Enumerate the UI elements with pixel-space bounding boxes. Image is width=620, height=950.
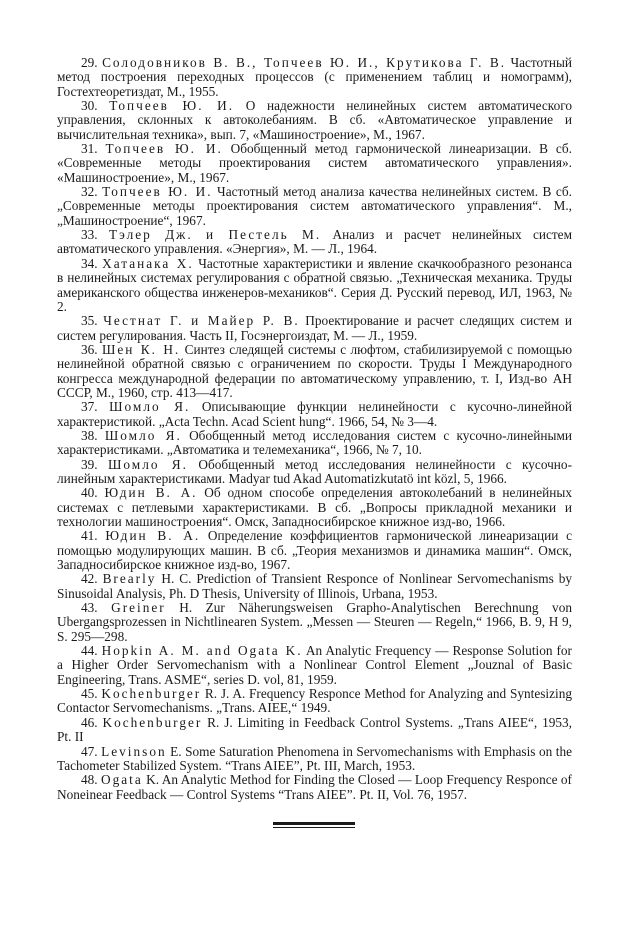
reference-item: [57, 601, 572, 644]
reference-authors: Kochenburger: [102, 714, 203, 730]
reference-authors: Шомло Я.: [107, 456, 189, 472]
reference-number: 36.: [81, 341, 98, 357]
reference-authors: Честнат Г. и Майер Р. В.: [103, 313, 300, 329]
reference-text: Проектирование и расчет следящих систем и систем регулирования. Часть II, Госэнергоиздат, М. — Л., 1959.: [57, 313, 572, 343]
reference-text: Частотный метод анализа качества нелинейных систем. В сб. „Современные методы проектирования систем автоматического управления“. М., „Машиностроение“, 1967.: [57, 184, 572, 228]
reference-number: 34.: [81, 255, 98, 271]
reference-item: [57, 56, 572, 99]
reference-text: Описывающие функции нелинейности с кусочно-линейной характеристикой. „Acta Techn. Acad Scient hung“. 1966, 54, № 3—4.: [57, 399, 573, 429]
reference-item: [57, 314, 572, 343]
reference-list: [57, 56, 572, 802]
reference-authors: Шен К. Н.: [101, 341, 181, 357]
reference-text: R. J. A. Frequency Responce Method for Analyzing and Syntesizing Contactor Servomechanisms. „Trans. AIEE,“ 1949.: [57, 686, 572, 716]
reference-number: 43.: [81, 600, 98, 616]
reference-authors: Топчеев Ю. И.: [102, 184, 213, 200]
reference-text: H. Zur Näherungsweisen Grapho-Analytischen Berechnung von Ubergangsprozessen in Nichtlinearen System. „Messen — Steuren — Regeln,“ 1966, B. 9, H 9, S. 295—298.: [57, 600, 572, 644]
reference-number: 40.: [81, 485, 98, 501]
reference-text: Анализ и расчет нелинейных систем автоматического управления. «Энергия», М. — Л., 1964.: [57, 227, 572, 257]
reference-number: 45.: [81, 686, 98, 702]
reference-item: [57, 458, 572, 487]
reference-authors: Тэлер Дж. и Пестель М.: [108, 227, 322, 243]
reference-text: H. C. Prediction of Transient Responce of Nonlinear Servomechanisms by Sinusoidal Analysis, Ph. D Thesis, University of Illinois, Urbana, 1953.: [57, 571, 573, 601]
end-of-section-rule: [273, 822, 355, 828]
reference-text: Синтез следящей системы с люфтом, стабилизируемой с помощью нелинейной обратной связью с ограничением по скорости. Труды I Международного конгресса международной федерации по автоматическому управлению, т. I, Изд-во АН СССР, М., 1960, стр. 413—417.: [57, 341, 572, 400]
reference-text: R. J. Limiting in Feedback Control Systems. „Trans AIEE“, 1953, Pt. II: [57, 714, 572, 745]
reference-item: [57, 687, 572, 716]
reference-authors: Шомло Я.: [104, 427, 182, 443]
reference-number: 33.: [81, 227, 98, 243]
reference-text: An Analytic Frequency — Response Solution for a Higher Order Servomechanism with a Nonlinear Control Element „Jouznal of Basic Engineering, Trans. ASME“, series D. vol, 81, 1959.: [57, 643, 572, 687]
reference-item: [57, 572, 572, 601]
reference-text: Определение коэффициентов гармонической линеаризации с помощью модулирующих машин. В сб. „Теория механизмов и динамика машин“. Омск, Западносибирское книжное изд-во, 1967.: [57, 528, 572, 573]
reference-number: 39.: [81, 456, 98, 472]
reference-number: 38.: [81, 427, 98, 443]
reference-number: 48.: [81, 772, 98, 788]
end-rule-thin-line: [273, 827, 355, 828]
reference-text: Частотный метод построения переходных процессов (с применением таблиц и номограмм), Гостехтеоретиздат, М., 1955.: [57, 55, 573, 99]
reference-item: [57, 400, 572, 429]
reference-item: [57, 257, 572, 314]
reference-authors: Хатанака Х.: [102, 255, 194, 271]
reference-text: E. Some Saturation Phenomena in Servomechanisms with Emphasis on the Tachometer Stabilized System. “Trans AIEE”, Pt. III, March, 1953.: [57, 743, 572, 773]
reference-item: [57, 429, 572, 458]
reference-item: [57, 142, 572, 185]
reference-text: Обобщенный метод гармонической линеаризации. В сб. «Современные методы проектирования систем автоматического управления». «Машиностроение», М., 1967.: [57, 141, 573, 185]
reference-authors: Levinson: [101, 743, 167, 759]
reference-text: Обобщенный метод исследования систем с кусочно-линейными характеристиками. „Автоматика и телемеханика“, 1966, № 7, 10.: [57, 427, 572, 458]
reference-number: 47.: [81, 743, 98, 759]
reference-authors: Ogata: [101, 772, 143, 788]
reference-number: 46.: [81, 714, 98, 730]
reference-number: 41.: [81, 528, 98, 544]
reference-number: 30.: [81, 98, 98, 114]
reference-authors: Шомло Я.: [109, 399, 191, 415]
reference-item: [57, 745, 572, 774]
reference-number: 44.: [81, 643, 98, 659]
reference-text: K. An Analytic Method for Finding the Closed — Loop Frequency Responce of Noneinear Feedback — Control Systems “Trans AIEE”. Pt. II, Vol. 76, 1957.: [57, 772, 572, 802]
reference-item: [57, 644, 572, 687]
reference-authors: Brearly: [102, 571, 157, 587]
reference-authors: Топчеев Ю. И.: [105, 141, 223, 157]
reference-item: [57, 99, 572, 142]
reference-item: [57, 185, 572, 228]
reference-item: [57, 716, 572, 745]
reference-item: [57, 343, 572, 400]
reference-item: [57, 773, 572, 802]
reference-number: 32.: [81, 184, 98, 200]
reference-authors: Greiner: [111, 600, 166, 616]
reference-authors: Топчеев Ю. И.: [109, 98, 235, 114]
reference-item: [57, 228, 572, 257]
reference-authors: Юдин В. А.: [104, 485, 198, 501]
reference-authors: Kochenburger: [101, 686, 202, 702]
reference-number: 35.: [81, 313, 98, 329]
reference-number: 42.: [81, 571, 98, 587]
reference-item: [57, 486, 572, 529]
reference-authors: Солодовников В. В., Топчеев Ю. И., Крутикова Г. В.: [102, 55, 507, 70]
reference-authors: Hopkin A. M. and Ogata K.: [101, 643, 303, 659]
reference-number: 29.: [81, 55, 98, 70]
reference-authors: Юдин В. А.: [105, 528, 201, 544]
reference-number: 31.: [81, 141, 98, 157]
reference-text: Частотные характеристики и явление скачкообразного резонанса в нелинейных системах регулирования с обратной связью. „Техническая механика. Труды американского общества инженеров-механиков“. Серия Д. Русский перевод, ИЛ, 1963, № 2.: [57, 255, 573, 314]
reference-item: [57, 529, 572, 572]
reference-text: О надежности нелинейных систем автоматического управления, склонных к автоколебаниям. В сб. «Автоматическое управление и вычислительная техника», вып. 7, «Машиностроение», М., 1967.: [57, 98, 572, 142]
reference-text: Обобщенный метод исследования нелинейности с кусочно-линейным характеристиками. Madyar tud Akad Automatizkutatö int közl, 5, 1966.: [57, 456, 572, 486]
reference-text: Об одном способе определения автоколебаний в нелинейных системах с петлевыми характеристиками. В сб. „Вопросы прикладной механики и технологии машиностроения“. Омск, Западносибирское книжное изд-во, 1966.: [57, 485, 572, 529]
reference-number: 37.: [81, 399, 98, 415]
